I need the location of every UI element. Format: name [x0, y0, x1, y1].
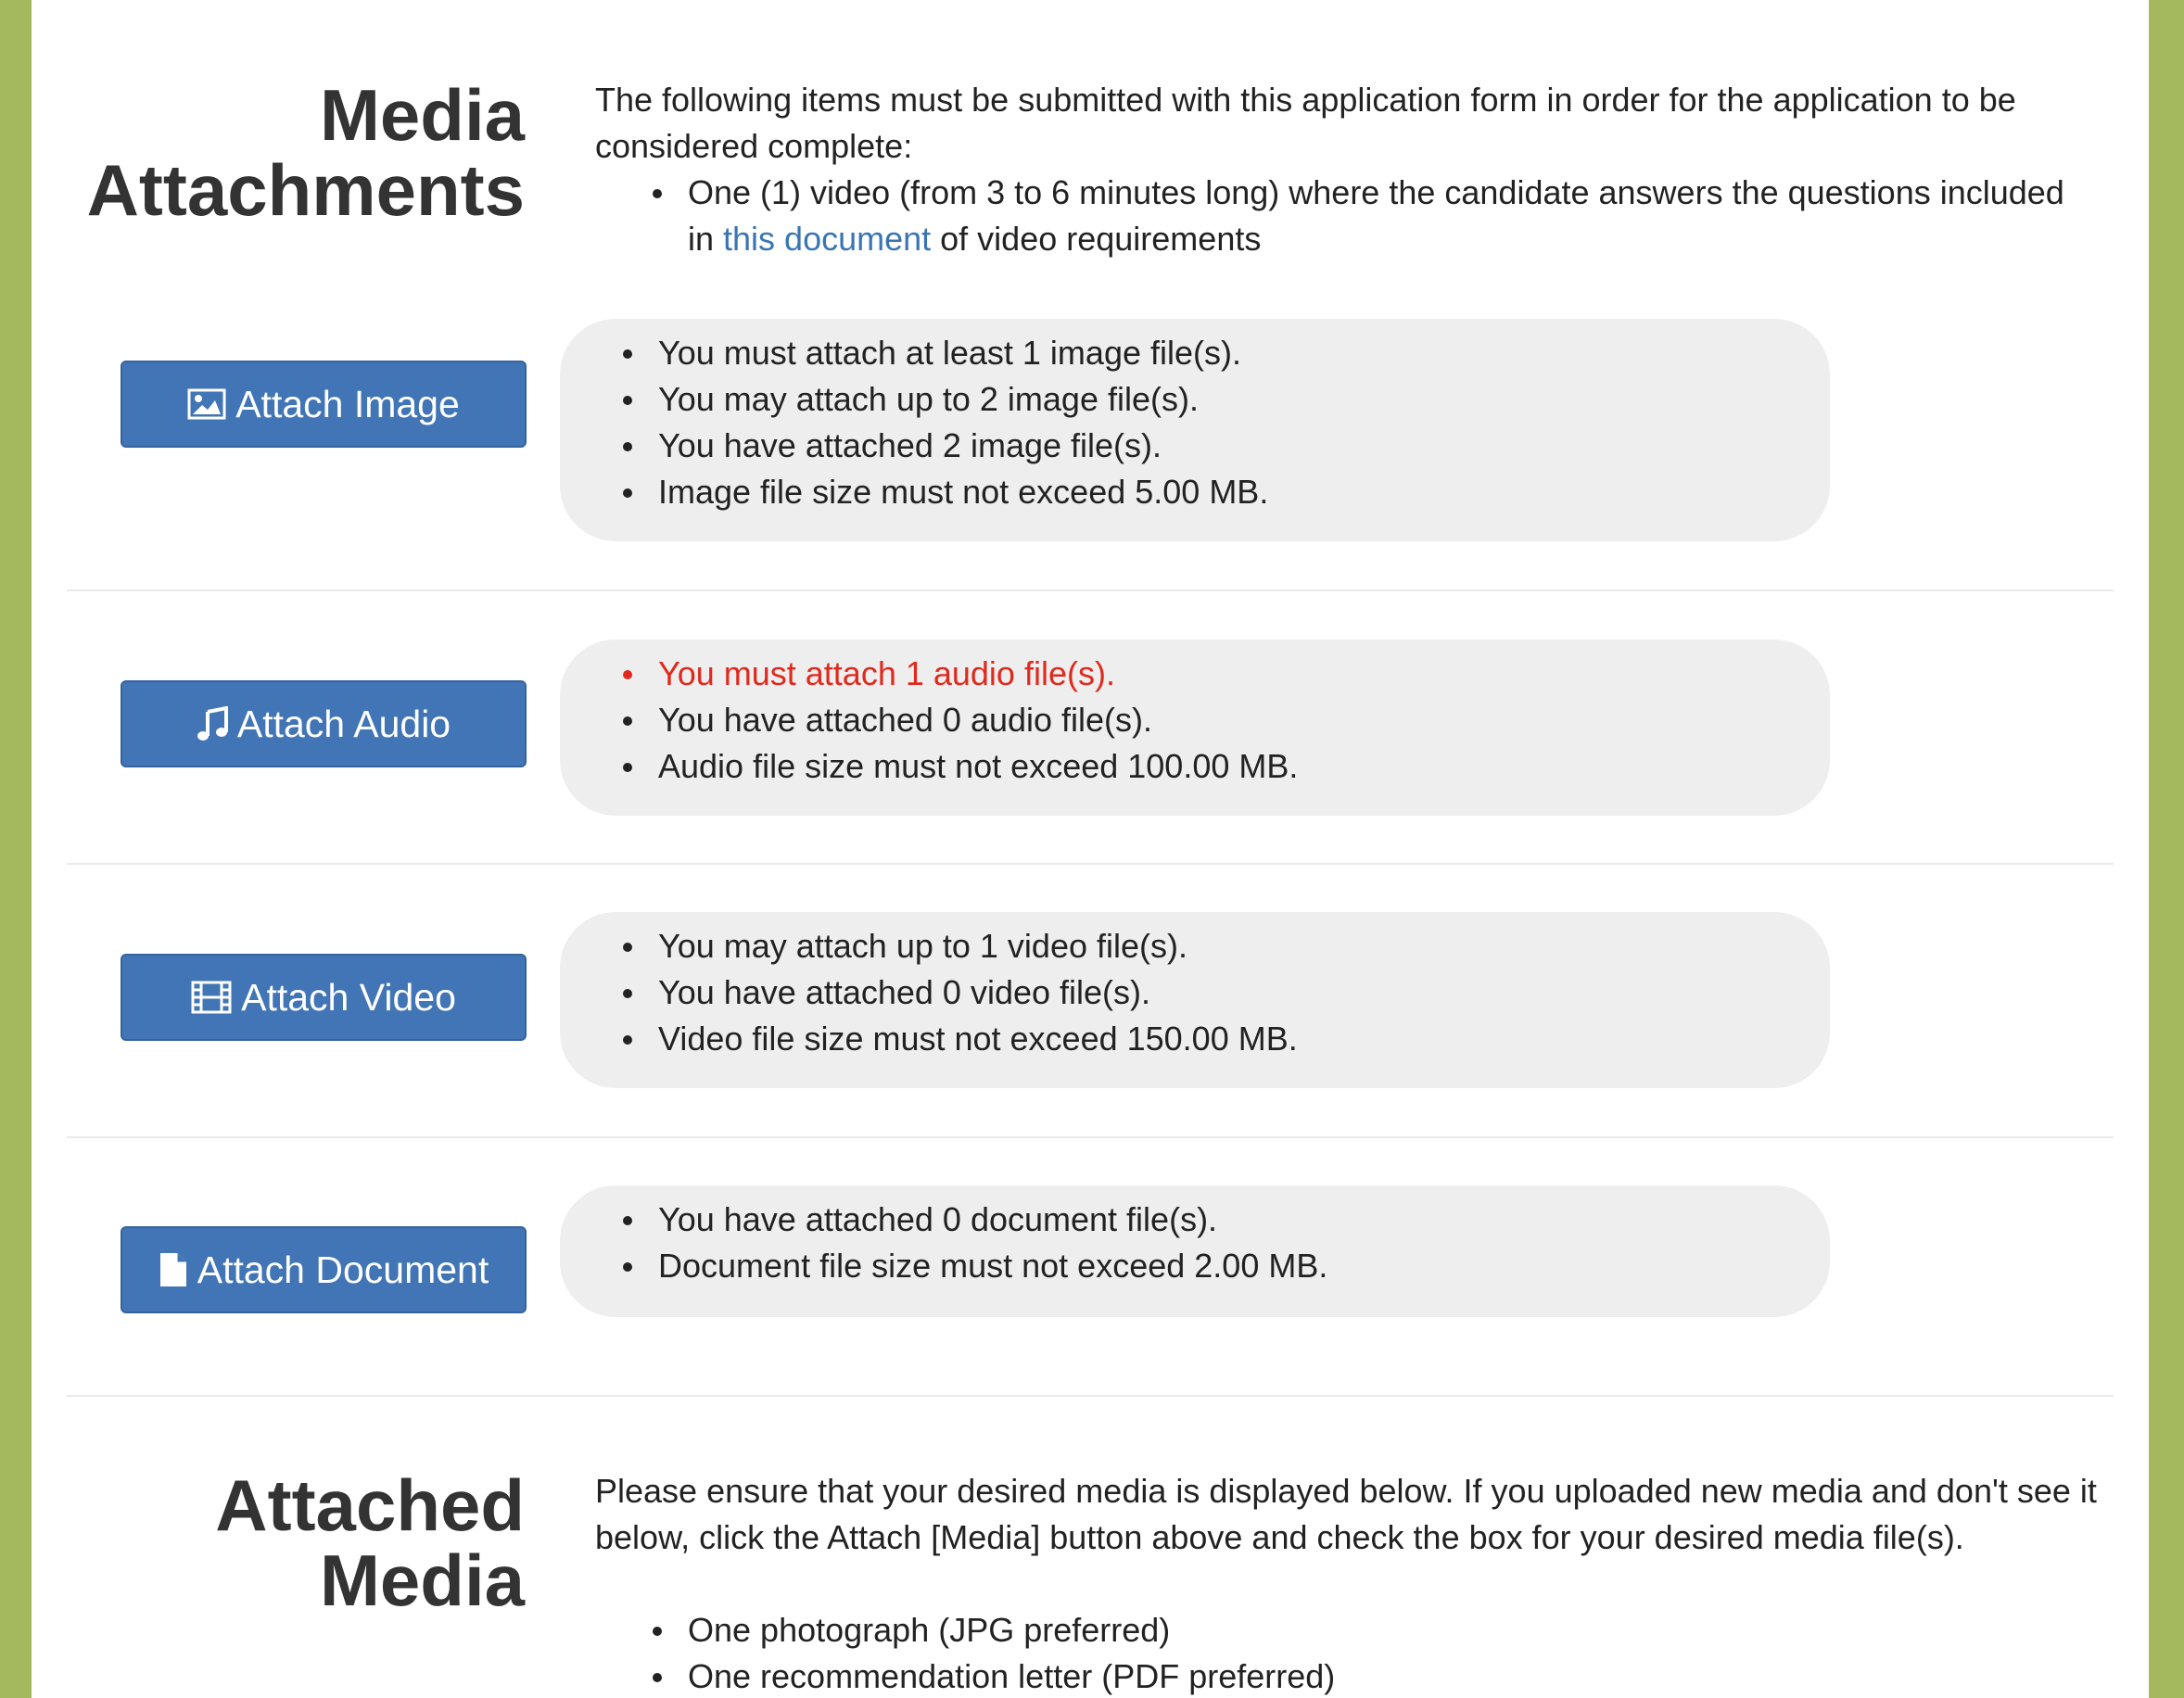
video-rules-list: [623, 923, 1830, 1062]
rule-item: You may attach up to 1 video file(s).: [623, 923, 1830, 969]
rule-item: You have attached 0 document file(s).: [623, 1197, 1830, 1243]
attach-video-label: Attach Video: [241, 975, 456, 1019]
divider: [67, 1136, 2114, 1138]
attached-media-intro: [595, 1468, 2115, 1698]
media-attachments-intro: [595, 77, 2097, 262]
attached-media-heading: [215, 1464, 525, 1621]
attach-document-label: Attach Document: [197, 1248, 489, 1291]
heading-line: Attachments: [86, 149, 525, 231]
attach-audio-label: Attach Audio: [236, 702, 451, 745]
image-icon: [187, 388, 226, 420]
rule-item: You have attached 0 video file(s).: [623, 969, 1830, 1016]
image-rules-list: [623, 330, 1830, 515]
rule-item: You have attached 2 image file(s).: [623, 423, 1830, 469]
attached-media-text: Please ensure that your desired media is displayed below. If you uploaded new media and don't see it below, click the Attach [Media] button above and check the box for your desired media file(s).: [595, 1472, 2097, 1556]
intro-text: The following items must be submitted with this application form in order for the application to be considered complete:: [595, 81, 2016, 165]
rule-item: Image file size must not exceed 5.00 MB.: [623, 469, 1830, 515]
requirement-text-end: of video requirements: [931, 220, 1262, 258]
music-note-icon: [197, 706, 228, 741]
image-rules-box: [560, 319, 1830, 541]
rule-item: You have attached 0 audio file(s).: [623, 697, 1830, 743]
video-rules-box: [560, 912, 1830, 1088]
requirement-text: One (1) video (from 3 to 6 minutes long) where the candidate answers the questions included in: [688, 173, 2064, 258]
file-icon: [159, 1251, 188, 1288]
audio-rules-box: [560, 640, 1830, 816]
divider: [67, 863, 2114, 865]
rule-item: Video file size must not exceed 150.00 MB.: [623, 1016, 1830, 1062]
video-requirements-link[interactable]: this document: [723, 220, 932, 258]
rule-item: You may attach up to 2 image file(s).: [623, 376, 1830, 423]
document-rules-list: [623, 1197, 1830, 1289]
heading-line: Media: [319, 1540, 525, 1621]
attach-document-button[interactable]: [121, 1226, 527, 1313]
rule-item: Document file size must not exceed 2.00 MB.: [623, 1243, 1830, 1289]
heading-line: Attached: [215, 1464, 525, 1546]
attached-media-item: One photograph (JPG preferred): [653, 1607, 2115, 1654]
audio-rules-list: [623, 651, 1830, 790]
content-panel: [32, 0, 2149, 1698]
attach-image-label: Attach Image: [235, 382, 460, 425]
rule-item: You must attach at least 1 image file(s).: [623, 330, 1830, 376]
film-icon: [191, 981, 232, 1014]
document-rules-box: [560, 1185, 1830, 1317]
requirements-list: [653, 170, 2097, 262]
attached-media-item: One recommendation letter (PDF preferred): [653, 1654, 2115, 1698]
heading-line: Media: [319, 74, 525, 156]
attach-audio-button[interactable]: [121, 680, 527, 767]
requirement-item: [653, 170, 2097, 262]
divider: [67, 1395, 2114, 1397]
attach-image-button[interactable]: [121, 361, 527, 448]
divider: [67, 589, 2114, 591]
rule-item-error: You must attach 1 audio file(s).: [623, 651, 1830, 697]
attach-video-button[interactable]: [121, 954, 527, 1041]
attached-media-list: [653, 1607, 2115, 1698]
media-attachments-heading: [86, 74, 525, 231]
rule-item: Audio file size must not exceed 100.00 MB.: [623, 743, 1830, 790]
